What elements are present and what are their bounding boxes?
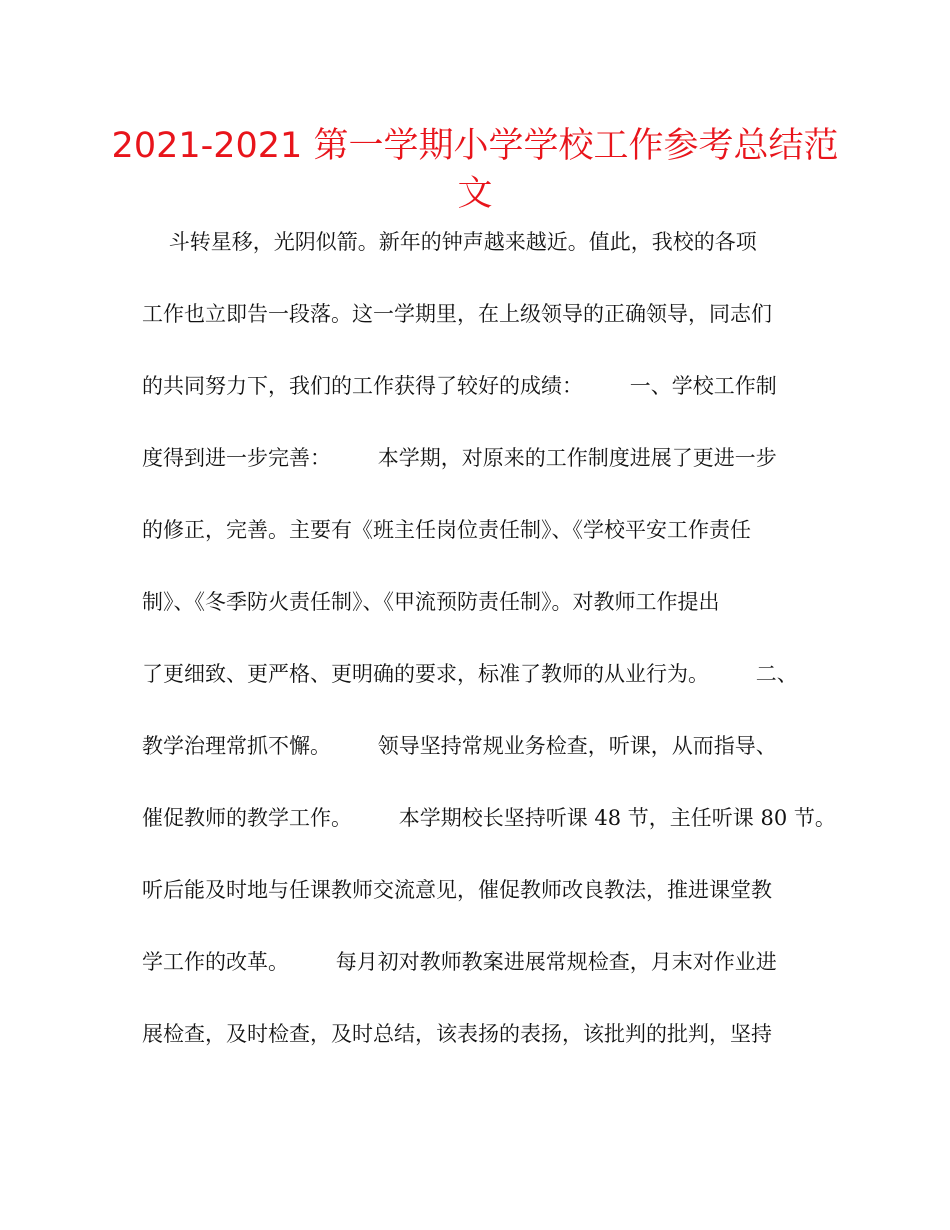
document-title: 2021-2021 第一学期小学学校工作参考总结范文 (111, 126, 839, 214)
body-line: 听后能及时地与任课教师交流意见，催促教师改良教法，推进课堂教 (142, 878, 772, 902)
body-line: 的修正，完善。主要有《班主任岗位责任制》、《学校平安工作责任 (142, 518, 751, 542)
body-line: 斗转星移，光阴似箭。新年的钟声越来越近。值此，我校的各项 (142, 230, 757, 254)
body-line: 展检查，及时检查，及时总结，该表扬的表扬，该批判的批判，坚持 (142, 1022, 772, 1046)
body-line: 催促教师的教学工作。 本学期校长坚持听课 48 节，主任听课 80 节。 (142, 806, 836, 830)
body-line: 制》、《冬季防火责任制》、《甲流预防责任制》。对教师工作提出 (142, 590, 720, 614)
body-line: 学工作的改革。 每月初对教师教案进展常规检查，月末对作业进 (142, 950, 777, 974)
body-line: 度得到进一步完善： 本学期，对原来的工作制度进展了更进一步 (142, 446, 777, 470)
body-line: 工作也立即告一段落。这一学期里，在上级领导的正确领导，同志们 (142, 302, 772, 326)
body-line: 的共同努力下，我们的工作获得了较好的成绩： 一、学校工作制 (142, 374, 777, 398)
body-line: 教学治理常抓不懈。 领导坚持常规业务检查，听课，从而指导、 (142, 734, 777, 758)
body-line: 了更细致、更严格、更明确的要求，标准了教师的从业行为。 二、 (142, 662, 798, 686)
